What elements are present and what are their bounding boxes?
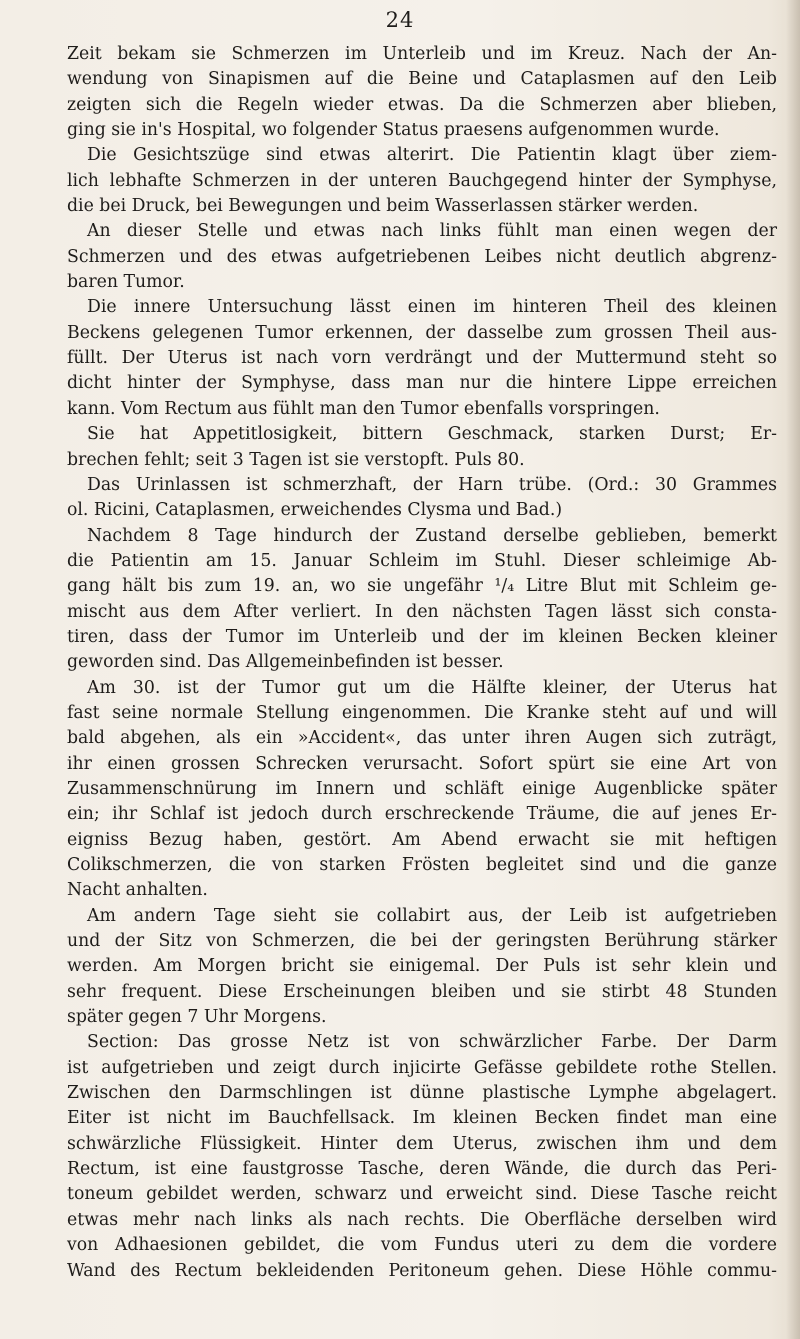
text-line: An dieser Stelle und etwas nach links fühlt man einen wegen der	[87, 221, 777, 242]
text-line: Rectum, ist eine faustgrosse Tasche, deren Wände, die durch das Peri-	[67, 1159, 777, 1180]
text-line: Die Gesichtszüge sind etwas alterirt. Die Patientin klagt über ziem-	[87, 145, 777, 166]
text-line: füllt. Der Uterus ist nach vorn verdrängt und der Muttermund steht so	[67, 348, 777, 369]
text-line: Zeit bekam sie Schmerzen im Unterleib und im Kreuz. Nach der An-	[67, 44, 777, 64]
page-edge-shadow	[786, 0, 800, 1339]
text-line: sehr frequent. Diese Erscheinungen bleiben und sie stirbt 48 Stunden	[67, 981, 777, 1002]
text-line: ol. Ricini, Cataplasmen, erweichendes Clysma und Bad.)	[67, 500, 563, 521]
text-line: tiren, dass der Tumor im Unterleib und der im kleinen Becken kleiner	[67, 626, 777, 647]
text-line: ging sie in's Hospital, wo folgender Status praesens aufgenommen wurde.	[67, 120, 720, 141]
text-line: Nachdem 8 Tage hindurch der Zustand derselbe geblieben, bemerkt	[87, 525, 777, 546]
text-line: Nacht anhalten.	[67, 880, 208, 901]
text-line: Zusammenschnürung im Innern und schläft einige Augenblicke später	[67, 778, 777, 799]
text-line: zeigten sich die Regeln wieder etwas. Da die Schmerzen aber blieben,	[67, 94, 777, 115]
text-line: Das Urinlassen ist schmerzhaft, der Harn trübe. (Ord.: 30 Grammes	[87, 474, 777, 495]
page-number: 24	[385, 8, 415, 32]
text-line: kann. Vom Rectum aus fühlt man den Tumor ebenfalls vorspringen.	[67, 398, 660, 419]
text-line: Colikschmerzen, die von starken Frösten begleitet sind und die ganze	[67, 855, 777, 875]
text-line: bald abgehen, als ein »Accident«, das unter ihren Augen sich zuträgt,	[67, 728, 777, 749]
text-line: ist aufgetrieben und zeigt durch injicirte Gefässe gebildete rothe Stellen.	[67, 1057, 777, 1078]
text-line: ihr einen grossen Schrecken verursacht. Sofort spürt sie eine Art von	[67, 753, 777, 774]
body-text	[67, 42, 777, 1284]
text-line: Beckens gelegenen Tumor erkennen, der dasselbe zum grossen Theil aus-	[67, 322, 777, 343]
text-line: und der Sitz von Schmerzen, die bei der geringsten Berührung stärker	[67, 931, 777, 952]
text-line: später gegen 7 Uhr Morgens.	[67, 1007, 327, 1028]
text-line: wendung von Sinapismen auf die Beine und Cataplasmen auf den Leib	[67, 69, 777, 90]
text-line: eigniss Bezug haben, gestört. Am Abend erwacht sie mit heftigen	[67, 829, 777, 850]
text-line: brechen fehlt; seit 3 Tagen ist sie verstopft. Puls 80.	[67, 449, 525, 470]
text-line: Section: Das grosse Netz ist von schwärzlicher Farbe. Der Darm	[87, 1032, 777, 1053]
text-line: baren Tumor.	[67, 272, 185, 293]
text-line: geworden sind. Das Allgemeinbefinden ist besser.	[67, 652, 504, 673]
text-line: Die innere Untersuchung lässt einen im hinteren Theil des kleinen	[87, 297, 777, 318]
text-line: Wand des Rectum bekleidenden Peritoneum gehen. Diese Höhle commu-	[67, 1260, 777, 1281]
text-line: Schmerzen und des etwas aufgetriebenen Leibes nicht deutlich abgrenz-	[67, 246, 777, 267]
text-line: schwärzliche Flüssigkeit. Hinter dem Uterus, zwischen ihm und dem	[67, 1133, 777, 1154]
text-line: Sie hat Appetitlosigkeit, bittern Geschmack, starken Durst; Er-	[87, 424, 777, 445]
text-line: werden. Am Morgen bricht sie einigemal. Der Puls ist sehr klein und	[67, 956, 777, 977]
text-line: Zwischen den Darmschlingen ist dünne plastische Lymphe abgelagert.	[67, 1083, 777, 1104]
text-line: Eiter ist nicht im Bauchfellsack. Im kleinen Becken findet man eine	[67, 1108, 777, 1129]
text-line: dicht hinter der Symphyse, dass man nur die hintere Lippe erreichen	[67, 373, 777, 394]
text-line: die bei Druck, bei Bewegungen und beim Wasserlassen stärker werden.	[67, 196, 699, 217]
text-line: die Patientin am 15. Januar Schleim im Stuhl. Dieser schleimige Ab-	[67, 550, 777, 571]
text-line: gang hält bis zum 19. an, wo sie ungefähr ¹/₄ Litre Blut mit Schleim ge-	[67, 576, 777, 597]
text-line: toneum gebildet werden, schwarz und erweicht sind. Diese Tasche reicht	[67, 1184, 777, 1205]
text-line: etwas mehr nach links als nach rechts. Die Oberfläche derselben wird	[67, 1209, 777, 1230]
text-line: Am andern Tage sieht sie collabirt aus, der Leib ist aufgetrieben	[87, 905, 777, 926]
text-line: ein; ihr Schlaf ist jedoch durch erschreckende Träume, die auf jenes Er-	[67, 804, 777, 825]
text-line: fast seine normale Stellung eingenommen. Die Kranke steht auf und will	[67, 702, 777, 723]
text-line: Am 30. ist der Tumor gut um die Hälfte kleiner, der Uterus hat	[87, 677, 777, 698]
text-line: lich lebhafte Schmerzen in der unteren Bauchgegend hinter der Symphyse,	[67, 170, 777, 191]
text-line: von Adhaesionen gebildet, die vom Fundus uteri zu dem die vordere	[67, 1235, 777, 1256]
text-line: mischt aus dem After verliert. In den nächsten Tagen lässt sich consta-	[67, 601, 777, 622]
